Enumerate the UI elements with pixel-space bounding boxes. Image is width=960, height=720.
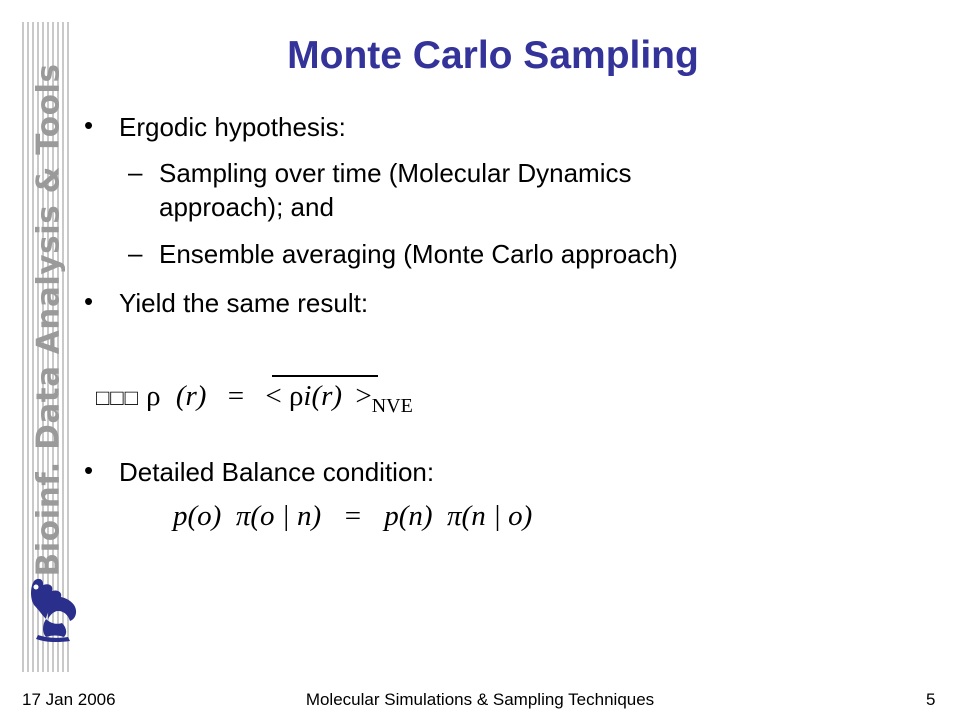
equation-lt: < [265, 380, 282, 412]
sub-bullet-sampling-line2: approach); and [159, 192, 334, 222]
equation-rho-inner: ρ [288, 380, 304, 412]
equation-overline [272, 375, 378, 377]
equation-subscript: NVE [371, 395, 413, 417]
bullet-marker: • [84, 110, 94, 140]
equation-ergodic [96, 380, 413, 417]
dash-marker: – [128, 157, 143, 187]
sub-bullet-ensemble: Ensemble averaging (Monte Carlo approach) [159, 239, 678, 269]
footer-date: 17 Jan 2006 [22, 690, 116, 709]
footer-page-number: 5 [926, 690, 936, 709]
griffin-logo-icon [24, 575, 86, 645]
bullet-marker: • [84, 455, 94, 485]
bullet-ergodic: Ergodic hypothesis: [119, 112, 346, 142]
equation-rho: ρ [146, 380, 161, 412]
bullet-detailed-balance: Detailed Balance condition: [119, 457, 435, 487]
sub-bullet-sampling-line1: Sampling over time (Molecular Dynamics [159, 158, 632, 188]
dash-marker: – [128, 238, 143, 268]
bullet-marker: • [84, 286, 94, 316]
equation-inner: i(r) [303, 380, 343, 412]
footer-course: Molecular Simulations & Sampling Techniques [305, 690, 655, 709]
equation-detailed-balance: p(o) π(o | n) = p(n) π(n | o) [173, 500, 533, 532]
slide-title: Monte Carlo Sampling [287, 34, 699, 77]
sidebar-label: Bioinf. Data Analysis & Tools [30, 63, 67, 577]
equation-missing-glyphs: □□□ [96, 385, 139, 410]
bullet-yield: Yield the same result: [119, 288, 369, 318]
equation-gt: > [355, 380, 372, 412]
equation-equals: = [227, 380, 245, 412]
equation-left-arg: (r) [175, 380, 207, 412]
